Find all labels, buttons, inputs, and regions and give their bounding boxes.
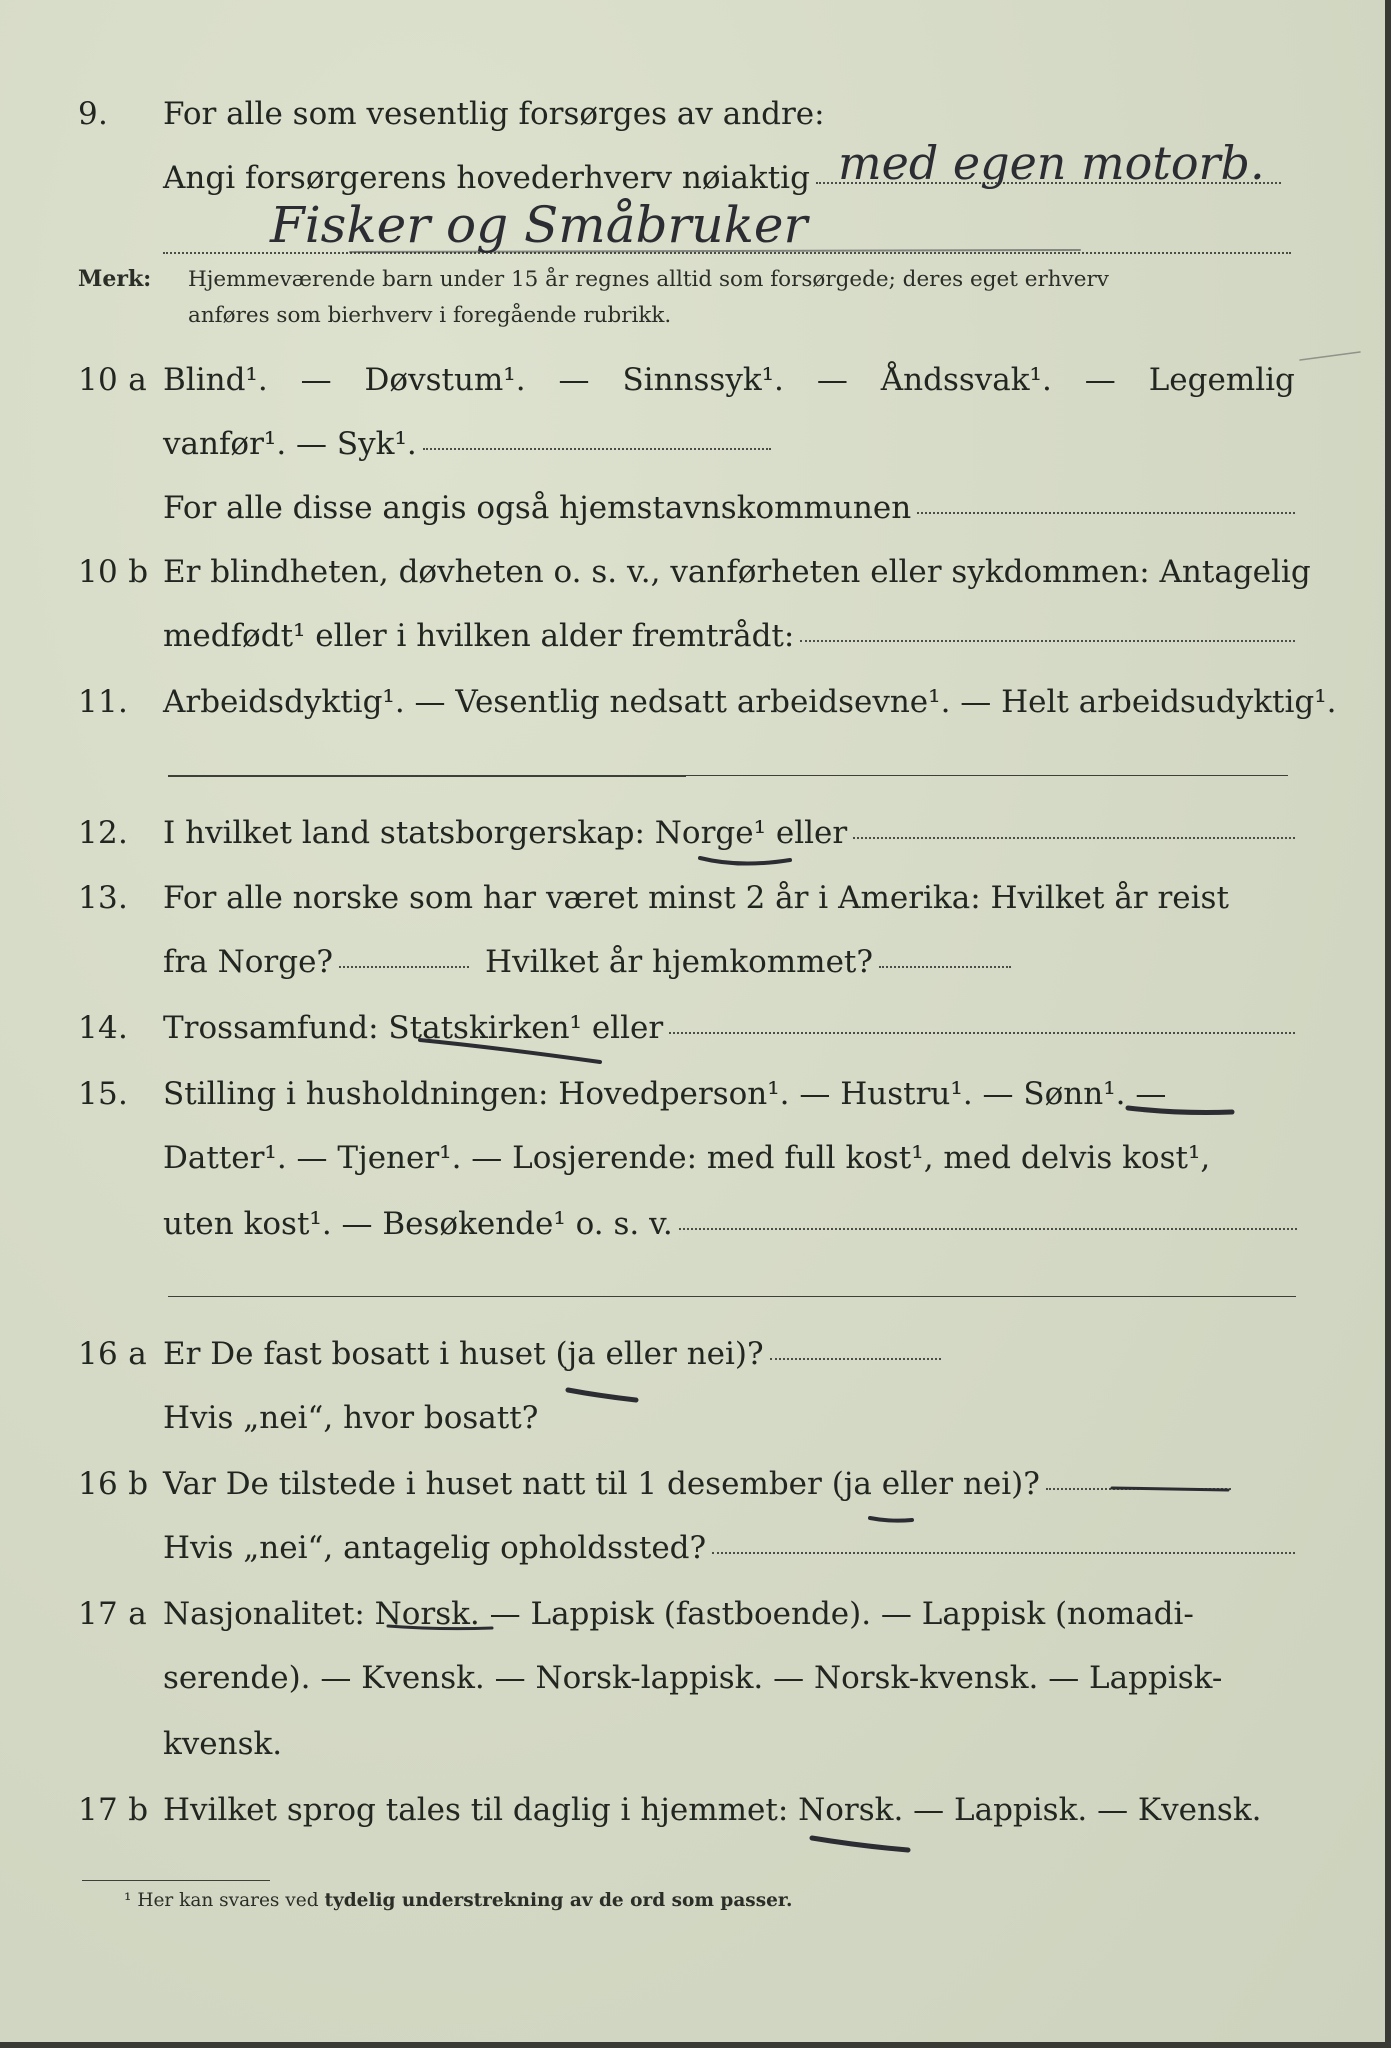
q13-line1-text: For alle norske som har været minst 2 år i Amerika: Hvilket år reist — [163, 880, 1229, 916]
q17a-line3-text: kvensk. — [163, 1726, 283, 1762]
q12-line1-text: I hvilket land statsborgerskap: Norge¹ eller — [163, 815, 848, 851]
q17a-line1-text: Nasjonalitet: Norsk. — Lappisk (fastboende). — Lappisk (nomadi- — [163, 1596, 1194, 1632]
footnote-text-plain: Her kan svares ved — [137, 1890, 319, 1911]
q17a-number: 17 a — [78, 1596, 147, 1632]
q9-line2-text: Angi forsørgerens hovederhverv nøiaktig — [163, 160, 810, 196]
q10b-number: 10 b — [78, 554, 149, 590]
stray-mark — [1300, 352, 1360, 360]
q10a-item-legemlig: Legemlig — [1148, 362, 1295, 398]
q15-line3-text: uten kost¹. — Besøkende¹ o. s. v. — [163, 1206, 673, 1242]
scan-edge-right — [1385, 0, 1391, 2048]
q17b-number: 17 b — [78, 1792, 149, 1828]
footnote-rule — [82, 1880, 270, 1881]
footnote-mark: ¹ — [124, 1890, 132, 1911]
q10a-dash: — — [816, 362, 848, 398]
q17a-line2-text: serende). — Kvensk. — Norsk-lappisk. — Norsk-kvensk. — Lappisk- — [163, 1660, 1223, 1696]
q16b-line2-text: Hvis „nei“, antagelig opholdssted? — [163, 1530, 707, 1566]
q10a-dash: — — [558, 362, 590, 398]
q10a-item-dovstum: Døvstum¹. — [364, 362, 526, 398]
q16b-line1-text: Var De tilstede i huset natt til 1 desember (ja eller nei)? — [163, 1466, 1040, 1502]
underline-norsk-17b — [812, 1838, 908, 1850]
q10a-item-sinnssyk: Sinnssyk¹. — [622, 362, 784, 398]
q15-number: 15. — [78, 1076, 129, 1112]
q10b-line1-text: Er blindheten, døvheten o. s. v., vanførheten eller sykdommen: Antagelig — [163, 554, 1311, 590]
q12-number: 12. — [78, 815, 129, 851]
q11-number: 11. — [78, 684, 129, 720]
q15-line2-text: Datter¹. — Tjener¹. — Losjerende: med full kost¹, med delvis kost¹, — [163, 1140, 1211, 1176]
merk-line1: Hjemmeværende barn under 15 år regnes alltid som forsørgede; deres eget erhverv — [188, 267, 1109, 292]
q10a-line2-text: vanfør¹. — Syk¹. — [163, 426, 417, 462]
dash-16b — [870, 1518, 912, 1521]
footnote-text-bold: tydelig understrekning av de ord som passer. — [324, 1890, 793, 1911]
q11-line1-text: Arbeidsdyktig¹. — Vesentlig nedsatt arbeidsevne¹. — Helt arbeidsudyktig¹. — [163, 684, 1337, 720]
q9-answer-underline — [350, 250, 1080, 252]
q17b-line1-text: Hvilket sprog tales til daglig i hjemmet: Norsk. — Lappisk. — Kvensk. — [163, 1792, 1262, 1828]
merk-line2: anføres som bierhverv i foregående rubrikk. — [188, 303, 672, 328]
footnote — [124, 1890, 792, 1911]
q13-line2-home: Hvilket år hjemkommet? — [485, 944, 874, 980]
q10a-dash: — — [1084, 362, 1116, 398]
q16b-number: 16 b — [78, 1466, 149, 1502]
q13-line2-from: fra Norge? — [163, 944, 334, 980]
stroke-16b-dots — [1112, 1488, 1228, 1490]
scan-edge-bottom — [0, 2042, 1391, 2048]
underline-norge — [700, 858, 790, 864]
underline-norsk-17a — [388, 1626, 492, 1629]
underline-statskirken — [420, 1040, 600, 1062]
q16a-number: 16 a — [78, 1336, 147, 1372]
dash-16a — [568, 1390, 636, 1400]
q14-line1-text: Trossamfund: Statskirken¹ eller — [163, 1010, 664, 1046]
underline-sonn — [1128, 1108, 1232, 1113]
q9-handwritten-answer-a: med egen motorb. — [838, 136, 1265, 190]
q10a-dash: — — [300, 362, 332, 398]
q15-line1-text: Stilling i husholdningen: Hovedperson¹. — Hustru¹. — Sønn¹. — — [163, 1076, 1167, 1112]
q14-number: 14. — [78, 1010, 129, 1046]
q9-line1-text: For alle som vesentlig forsørges av andre: — [163, 96, 825, 132]
q10a-item-blind: Blind¹. — [163, 362, 268, 398]
q10a-line3-text: For alle disse angis også hjemstavnskommunen — [163, 490, 912, 526]
q13-number: 13. — [78, 880, 129, 916]
q9-number: 9. — [78, 96, 109, 132]
q16a-line2-text: Hvis „nei“, hvor bosatt? — [163, 1400, 539, 1436]
q10a-number: 10 a — [78, 362, 147, 398]
q9-handwritten-answer-b: Fisker og Småbruker — [270, 196, 808, 254]
q10a-item-andssvak: Åndssvak¹. — [880, 362, 1052, 398]
merk-label: Merk: — [78, 266, 152, 292]
q16a-line1-text: Er De fast bosatt i huset (ja eller nei)? — [163, 1336, 764, 1372]
q10b-line2-text: medfødt¹ eller i hvilken alder fremtrådt: — [163, 618, 795, 654]
